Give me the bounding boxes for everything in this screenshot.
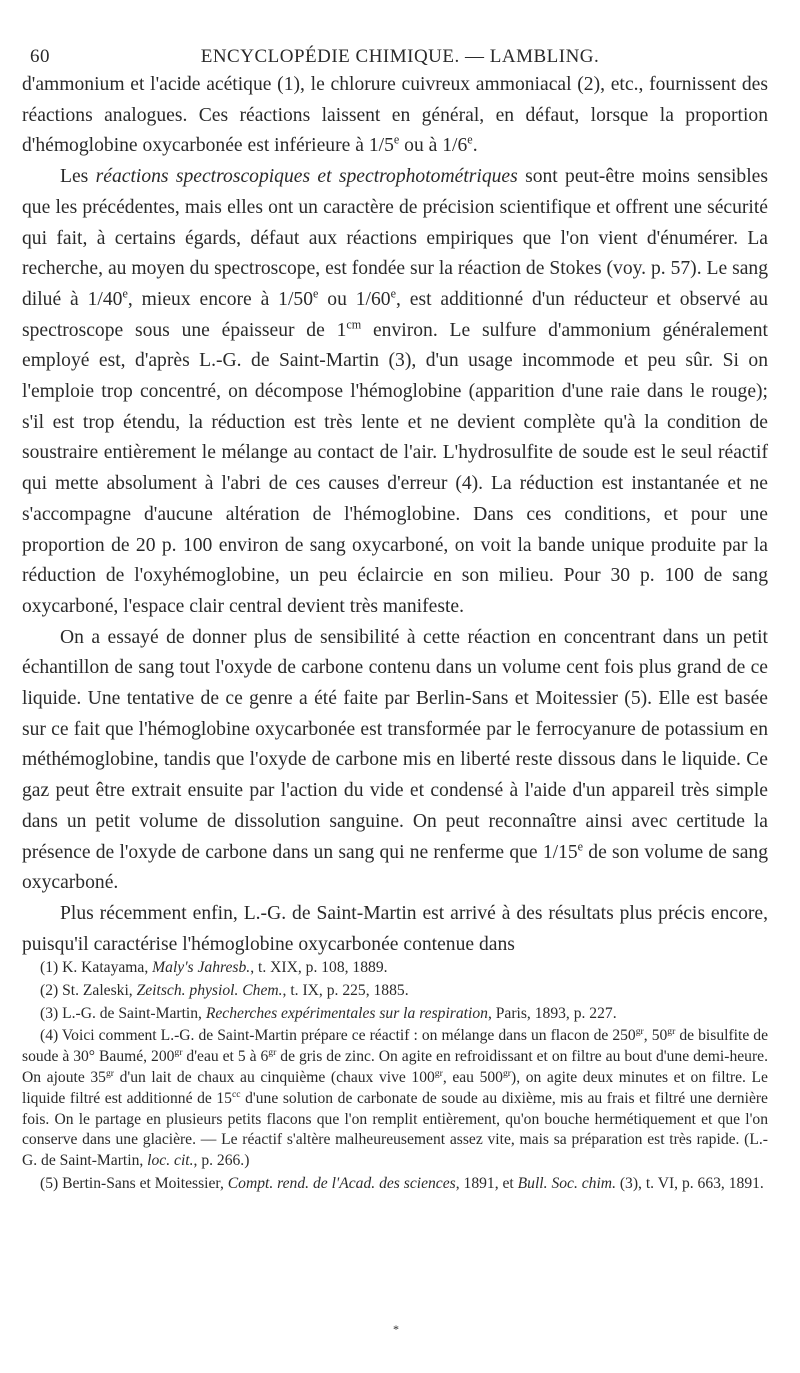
running-title: ENCYCLOPÉDIE CHIMIQUE. — LAMBLING. bbox=[200, 46, 600, 67]
paragraph-1: d'ammonium et l'acide acétique (1), le chlorure cuivreux ammoniacal (2), etc., fournissent des réactions analogues. Ces réactions laissent en général, en défaut, lorsque la proportion d'hémoglobine oxycarbonée est inférieure à 1/5e ou à 1/6e. bbox=[22, 74, 768, 157]
paragraph-4: Plus récemment enfin, L.-G. de Saint-Martin est arrivé à des résultats plus précis encore, puisqu'il caractérise l'hémoglobine oxycarbonée contenue dans bbox=[22, 902, 768, 955]
footnote-3: (3) L.-G. de Saint-Martin, Recherches expérimentales sur la respiration, Paris, 1893, p. 227. bbox=[40, 1004, 617, 1022]
paragraph-3: On a essayé de donner plus de sensibilité à cette réaction en concentrant dans un petit échantillon de sang tout l'oxyde de carbone contenu dans un volume cent fois plus grand de ce liquide. Une tentative de ce genre a été faite par Berlin-Sans et Moitessier (5). Elle est basée sur ce fait que l'hémoglobine oxycarbonée est transformée par le ferrocyanure de potassium en méthémoglobine, tandis que l'oxyde de carbone mis en liberté reste dissous dans le liquide. Ce gaz peut être extrait ensuite par l'action du vide et condensé à l'aide d'un appareil très simple dans un petit volume de dissolution sanguine. On peut reconnaître ainsi avec certitude la présence de l'oxyde de carbone dans un sang qui ne renferme que 1/15e de son volume de sang oxycarboné. bbox=[22, 626, 768, 894]
footnote-5: (5) Bertin-Sans et Moitessier, Compt. rend. de l'Acad. des sciences, 1891, et Bull. Soc. chim. (3), t. VI, p. 663, 1891. bbox=[40, 1174, 764, 1192]
bottom-printer-mark: * bbox=[393, 1322, 399, 1336]
paragraph-2: Les réactions spectroscopiques et spectrophotométriques sont peut-être moins sensibles que les précédentes, mais elles ont un caractère de précision scientifique et offrent une sécurité qui fait, à certains égards, défaut aux réactions empiriques que l'on vient d'énumérer. La recherche, au moyen du spectroscope, est fondée sur la réaction de Stokes (voy. p. 57). Le sang dilué à 1/40e, mieux encore à 1/50e ou 1/60e, est additionné d'un réducteur et observé au spectroscope sous une épaisseur de $1^{cm}$ environ. Le sulfure d'ammonium généralement employé est, d'après L.-G. de Saint-Martin (3), d'un usage incommode et peu sûr. Si on l'emploie trop concentré, on décompose l'hémoglobine (apparition d'une raie dans le rouge); s'il est trop étendu, la réduction est très lente et ne devient complète qu'à la condition de soustraire entièrement le mélange au contact de l'air. L'hydrosulfite de soude est le seul réactif qui mette absolument à l'abri de ces causes d'erreur (4). La réduction est instantanée et ne s'accompagne d'aucune altération de l'hémoglobine. Dans ces conditions, et pour une proportion de 20 p. 100 environ de sang oxycarboné, on voit la bande unique produite par la réduction de l'oxyhémoglobine, un peu éclaircie en son milieu. Pour 30 p. 100 de sang oxycarboné, l'espace clair central devient très manifeste. bbox=[22, 166, 769, 617]
body-text bbox=[22, 70, 768, 960]
footnote-4: (4) Voici comment L.-G. de Saint-Martin prépare ce réactif : on mélange dans un flacon de $250^{gr}$, $50^{gr}$ de bisulfite de soude à 30° Baumé, $200^{gr}$ d'eau et 5 à $6^{gr}$ de gris de zinc. On agite en refroidissant et on filtre au bout d'une demi-heure. On ajoute $35^{gr}$ d'un lait de chaux au cinquième (chaux vive $100^{gr}$, eau $500^{gr}$), on agite deux minutes et on filtre. Le liquide filtré est additionné de $15^{cc}$ d'une solution de carbonate de soude au dixième, mis au frais et filtré une dernière fois. On le partage en plusieurs petits flacons que l'on remplit entièrement, qu'on bouche hermétiquement et que l'on conserve dans une glacière. — Le réactif s'altère malheureusement assez vite, mais sa préparation est très rapide. (L.-G. de Saint-Martin, loc. cit., p. 266.) bbox=[22, 1026, 768, 1170]
footnote-1: (1) K. Katayama, Maly's Jahresb., t. XIX, p. 108, 1889. bbox=[40, 959, 388, 976]
footnote-2: (2) St. Zaleski, Zeitsch. physiol. Chem., t. IX, p. 225, 1885. bbox=[40, 981, 409, 999]
page-number: 60 bbox=[30, 46, 50, 67]
footnotes bbox=[22, 958, 768, 1197]
